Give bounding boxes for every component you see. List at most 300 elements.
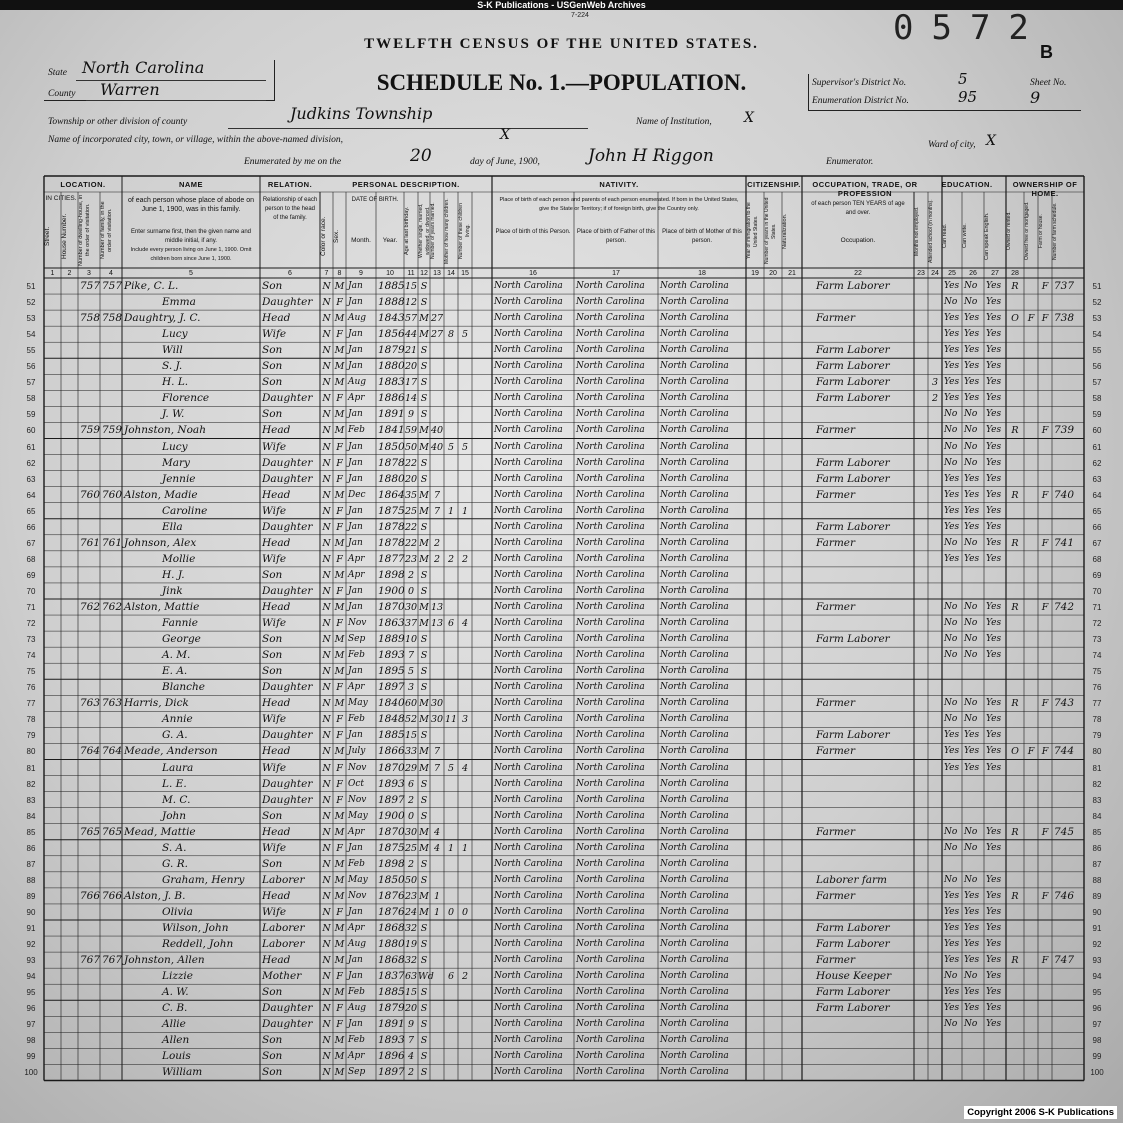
cell-en: Yes bbox=[986, 939, 1002, 950]
cell-occ bbox=[804, 295, 925, 310]
cell-li bbox=[458, 584, 472, 599]
cell-fs bbox=[1054, 359, 1083, 374]
column-number: 2 bbox=[67, 270, 72, 277]
cell-occ bbox=[804, 777, 925, 792]
cell-col: N bbox=[322, 489, 331, 501]
cell-col: N bbox=[322, 425, 331, 437]
enumerated-suffix: day of June, 1900, bbox=[470, 157, 540, 167]
cell-mo bbox=[444, 921, 458, 936]
cell-sc bbox=[928, 456, 942, 471]
cell-col: N bbox=[322, 682, 331, 694]
cell-fs: 738 bbox=[1054, 312, 1075, 325]
label-age: Age at last birthday. bbox=[404, 206, 410, 256]
line-number-right: 70 bbox=[1092, 586, 1102, 596]
cell-li bbox=[458, 1017, 472, 1032]
line-number-right: 83 bbox=[1092, 795, 1102, 805]
cell-fh bbox=[1038, 440, 1052, 455]
cell-fam bbox=[102, 728, 121, 743]
cell-mb: North Carolina bbox=[660, 634, 729, 645]
cell-rd bbox=[944, 664, 961, 679]
cell-mo bbox=[444, 825, 458, 840]
cell-rel: Wife bbox=[262, 552, 287, 565]
cell-mar: S bbox=[420, 810, 428, 822]
cell-dw bbox=[80, 1001, 99, 1016]
cell-dw bbox=[80, 504, 99, 519]
cell-own bbox=[1006, 1049, 1024, 1064]
cell-occ: Farm Laborer bbox=[816, 922, 890, 934]
cell-ff bbox=[1024, 616, 1038, 631]
cell-en bbox=[986, 568, 1005, 583]
cell-mar: Wd bbox=[418, 971, 434, 983]
label-births: Number of these children living. bbox=[458, 203, 471, 259]
cell-mon: Jan bbox=[348, 842, 363, 853]
cell-rel: Wife bbox=[262, 841, 287, 854]
cell-sex: M bbox=[334, 698, 345, 710]
cell-en: Yes bbox=[986, 650, 1002, 661]
cell-age: 29 bbox=[404, 762, 418, 774]
cell-dw bbox=[80, 905, 99, 920]
cell-ff bbox=[1024, 600, 1038, 615]
cell-ym bbox=[430, 295, 444, 310]
cell-li bbox=[458, 889, 472, 904]
cell-fs bbox=[1054, 761, 1083, 776]
cell-fb: North Carolina bbox=[576, 682, 645, 693]
cell-rel: Daughter bbox=[262, 729, 313, 742]
cell-mb: North Carolina bbox=[660, 553, 729, 564]
cell-mar: M bbox=[419, 842, 429, 854]
cell-mon: Apr bbox=[348, 569, 365, 580]
cell-fb: North Carolina bbox=[576, 1019, 645, 1030]
cell-rel: Son bbox=[262, 809, 283, 822]
cell-age: 7 bbox=[407, 1035, 415, 1047]
cell-sex: F bbox=[336, 762, 343, 774]
cell-ym: 27 bbox=[430, 313, 444, 325]
cell-name: Emma bbox=[162, 296, 196, 309]
line-number-left: 66 bbox=[26, 522, 36, 532]
cell-mar: M bbox=[419, 505, 429, 517]
cell-fam: 760 bbox=[102, 488, 123, 501]
cell-bp: North Carolina bbox=[494, 1019, 563, 1030]
cell-mar: M bbox=[419, 826, 429, 838]
cell-name: Pike, C. L. bbox=[124, 280, 179, 292]
line-number-right: 82 bbox=[1092, 779, 1102, 789]
cell-sex: M bbox=[334, 345, 345, 357]
cell-en: Yes bbox=[986, 313, 1002, 324]
cell-wr: Yes bbox=[964, 473, 980, 484]
line-number-right: 75 bbox=[1092, 667, 1102, 677]
cell-ff bbox=[1024, 279, 1038, 294]
cell-ff bbox=[1024, 1017, 1038, 1032]
cell-rd bbox=[944, 777, 961, 792]
cell-rd: Yes bbox=[944, 521, 960, 532]
cell-fam bbox=[102, 1017, 121, 1032]
cell-occ: Farm Laborer bbox=[816, 986, 890, 999]
cell-fb: North Carolina bbox=[576, 489, 645, 500]
cell-fs: 743 bbox=[1054, 697, 1075, 710]
cell-fam bbox=[102, 921, 121, 936]
cell-age: 33 bbox=[404, 746, 418, 758]
cell-ym: 30 bbox=[430, 698, 444, 710]
cell-en bbox=[986, 664, 1005, 679]
cell-ym bbox=[430, 985, 444, 1000]
cell-ym bbox=[430, 969, 444, 984]
cell-sc bbox=[928, 680, 942, 695]
column-number: 21 bbox=[788, 270, 796, 277]
cell-mon: May bbox=[348, 874, 368, 885]
cell-sex: M bbox=[334, 377, 345, 389]
cell-yr: 1880 bbox=[378, 938, 405, 951]
cell-fh bbox=[1038, 793, 1052, 808]
cell-wr: Yes bbox=[964, 955, 980, 966]
cell-ff bbox=[1024, 584, 1038, 599]
column-number: 22 bbox=[854, 270, 862, 277]
cell-rd: Yes bbox=[944, 762, 960, 773]
line-number-right: 54 bbox=[1092, 330, 1102, 340]
cell-own bbox=[1006, 375, 1024, 390]
cell-mon: Jan bbox=[348, 281, 363, 291]
cell-yr: 1878 bbox=[378, 520, 405, 533]
cell-occ: Farmer bbox=[816, 312, 856, 325]
cell-age: 44 bbox=[404, 329, 418, 341]
cell-mo bbox=[444, 536, 458, 551]
cell-col: N bbox=[322, 602, 331, 613]
cell-mar: M bbox=[419, 537, 429, 549]
cell-mo bbox=[444, 632, 458, 647]
cell-name: Florence bbox=[162, 392, 210, 405]
cell-wr bbox=[964, 809, 983, 824]
cell-fh: F bbox=[1041, 890, 1049, 902]
cell-dw bbox=[80, 728, 99, 743]
cell-name: Graham, Henry bbox=[162, 873, 245, 886]
line-number-right: 69 bbox=[1092, 570, 1102, 580]
cell-bp: North Carolina bbox=[494, 746, 563, 757]
cell-occ bbox=[804, 1049, 925, 1064]
cell-li bbox=[458, 728, 472, 743]
cell-fam bbox=[102, 375, 121, 390]
cell-mb: North Carolina bbox=[660, 329, 729, 340]
cell-rel: Daughter bbox=[262, 472, 313, 485]
line-number-right: 84 bbox=[1092, 811, 1102, 821]
label-relation-desc: Relationship of each person to the head of the family. bbox=[262, 197, 318, 221]
cell-name: Alston, J. B. bbox=[124, 889, 186, 902]
cell-name: A. W. bbox=[162, 986, 189, 999]
cell-occ: Farmer bbox=[816, 697, 856, 710]
cell-col: N bbox=[322, 441, 331, 453]
cell-occ: Farm Laborer bbox=[816, 456, 890, 469]
cell-age: 15 bbox=[404, 281, 418, 292]
cell-rel: Wife bbox=[262, 440, 287, 453]
cell-ff bbox=[1024, 905, 1038, 920]
cell-rel: Son bbox=[262, 344, 283, 357]
cell-rd bbox=[944, 584, 961, 599]
line-number-left: 57 bbox=[26, 378, 36, 388]
line-number-right: 59 bbox=[1092, 410, 1102, 420]
cell-dw bbox=[80, 440, 99, 455]
cell-rel: Son bbox=[262, 857, 283, 870]
cell-ff bbox=[1024, 1001, 1038, 1016]
cell-fs bbox=[1054, 552, 1083, 567]
line-number-left: 99 bbox=[26, 1052, 36, 1062]
cell-col: N bbox=[322, 569, 331, 581]
line-number-right: 80 bbox=[1092, 747, 1102, 757]
line-number-left: 91 bbox=[26, 924, 36, 933]
cell-age: 32 bbox=[404, 923, 418, 934]
cell-mon: Jan bbox=[348, 473, 363, 484]
cell-ym bbox=[430, 857, 444, 872]
cell-own bbox=[1006, 632, 1024, 647]
cell-fs bbox=[1054, 969, 1083, 984]
cell-sc bbox=[928, 825, 942, 840]
cell-name: Olivia bbox=[162, 905, 193, 918]
cell-fb: North Carolina bbox=[576, 329, 645, 340]
cell-age: 15 bbox=[404, 730, 418, 742]
cell-fam bbox=[102, 761, 121, 776]
ward-label: Ward of city, bbox=[928, 140, 976, 150]
cell-rd: Yes bbox=[944, 923, 960, 933]
cell-sc: 2 bbox=[931, 393, 939, 405]
cell-rd: No bbox=[944, 425, 958, 436]
cell-col: N bbox=[322, 778, 331, 790]
cell-rel: Son bbox=[262, 568, 283, 581]
cell-sex: M bbox=[334, 955, 345, 967]
cell-rel: Wife bbox=[262, 761, 287, 774]
line-number-left: 69 bbox=[26, 570, 36, 580]
cell-age: 59 bbox=[404, 425, 418, 437]
cell-fs bbox=[1054, 777, 1083, 792]
cell-rd: Yes bbox=[944, 505, 960, 516]
cell-own bbox=[1006, 857, 1024, 872]
cell-rd: Yes bbox=[944, 1003, 960, 1014]
line-number-right: 71 bbox=[1092, 603, 1102, 612]
group-header-ownership: OWNERSHIP OF HOME. bbox=[1012, 180, 1078, 198]
cell-occ: Farmer bbox=[816, 488, 856, 501]
cell-fb: North Carolina bbox=[576, 1035, 645, 1046]
cell-occ: Farm Laborer bbox=[816, 938, 890, 951]
cell-mo bbox=[444, 857, 458, 872]
cell-bp: North Carolina bbox=[494, 329, 563, 340]
cell-mb: North Carolina bbox=[660, 313, 729, 324]
cell-rd: Yes bbox=[944, 746, 960, 757]
column-number: 23 bbox=[917, 270, 925, 277]
cell-fb: North Carolina bbox=[576, 890, 645, 901]
line-number-right: 57 bbox=[1092, 378, 1102, 388]
cell-li: 1 bbox=[461, 505, 469, 517]
cell-ym bbox=[430, 391, 444, 406]
cell-fb: North Carolina bbox=[576, 714, 645, 725]
cell-name: H. J. bbox=[162, 568, 185, 581]
label-mother-of: Mother of how many children. bbox=[444, 198, 450, 264]
cell-bp: North Carolina bbox=[494, 602, 563, 612]
cell-occ: Farmer bbox=[816, 745, 856, 758]
line-number-right: 81 bbox=[1092, 763, 1102, 773]
cell-ym: 2 bbox=[433, 537, 441, 549]
cell-sex: M bbox=[334, 923, 345, 934]
cell-fb: North Carolina bbox=[576, 666, 645, 677]
cell-ff bbox=[1024, 761, 1038, 776]
cell-rel: Laborer bbox=[262, 938, 305, 951]
cell-rd: No bbox=[944, 650, 958, 661]
cell-fh: F bbox=[1041, 826, 1049, 838]
cell-yr: 1850 bbox=[378, 873, 405, 886]
cell-rel: Mother bbox=[262, 970, 302, 983]
cell-mar: M bbox=[419, 698, 429, 710]
cell-wr: No bbox=[964, 1019, 978, 1030]
cell-age: 20 bbox=[404, 361, 418, 373]
column-number: 6 bbox=[288, 270, 292, 277]
line-number-right: 55 bbox=[1092, 346, 1102, 356]
cell-mar: M bbox=[419, 602, 429, 613]
cell-en bbox=[986, 857, 1005, 872]
line-number-right: 99 bbox=[1092, 1052, 1102, 1062]
cell-col: N bbox=[322, 409, 331, 421]
line-number-left: 62 bbox=[26, 458, 36, 468]
cell-fh bbox=[1038, 504, 1052, 519]
cell-rel: Son bbox=[262, 1066, 283, 1079]
column-number: 9 bbox=[359, 270, 363, 277]
cell-own bbox=[1006, 295, 1024, 310]
cell-sex: F bbox=[336, 553, 343, 565]
line-number-left: 58 bbox=[26, 394, 36, 404]
cell-en: Yes bbox=[986, 345, 1002, 356]
cell-mon: Sep bbox=[348, 634, 366, 645]
column-number: 10 bbox=[386, 270, 394, 277]
line-number-left: 73 bbox=[26, 635, 36, 645]
cell-mb: North Carolina bbox=[660, 473, 729, 484]
line-number-right: 73 bbox=[1092, 635, 1102, 645]
line-number-left: 84 bbox=[26, 811, 36, 821]
cell-yr: 1893 bbox=[378, 649, 405, 662]
cell-sc bbox=[928, 921, 942, 936]
cell-sc bbox=[928, 696, 942, 711]
cell-rel: Daughter bbox=[262, 392, 313, 405]
cell-mo bbox=[444, 295, 458, 310]
cell-rd bbox=[944, 793, 961, 808]
cell-mon: Nov bbox=[348, 762, 367, 773]
cell-fb: North Carolina bbox=[576, 842, 645, 853]
cell-ff bbox=[1024, 889, 1038, 904]
cell-ff bbox=[1024, 712, 1038, 727]
cell-sex: F bbox=[336, 794, 343, 806]
cell-own: R bbox=[1011, 489, 1019, 501]
cell-ff bbox=[1024, 921, 1038, 936]
cell-ym bbox=[430, 520, 444, 535]
cell-col: N bbox=[322, 939, 331, 951]
cell-mo bbox=[444, 375, 458, 390]
cell-fam bbox=[102, 616, 121, 631]
cell-name: Annie bbox=[162, 713, 193, 726]
cell-fb: North Carolina bbox=[576, 778, 645, 789]
cell-fs bbox=[1054, 616, 1083, 631]
cell-en: Yes bbox=[986, 987, 1002, 998]
label-name-desc: of each person whose place of abode on June 1, 1900, was in this family. bbox=[127, 197, 255, 213]
cell-rel: Son bbox=[262, 1034, 283, 1047]
label-dwelling: Number of dwelling-house, in the order of visitation. bbox=[78, 194, 91, 266]
cell-dw bbox=[80, 680, 99, 695]
cell-ff bbox=[1024, 472, 1038, 487]
cell-occ bbox=[804, 407, 925, 422]
cell-col: N bbox=[322, 473, 331, 485]
label-farm-schedule: Number of farm schedule. bbox=[1052, 202, 1058, 260]
cell-name: Reddell, John bbox=[162, 938, 234, 951]
cell-rd bbox=[944, 1049, 961, 1064]
cell-col: N bbox=[322, 762, 331, 774]
cell-sc bbox=[928, 568, 942, 583]
cell-own bbox=[1006, 873, 1024, 888]
cell-sex: F bbox=[336, 730, 343, 742]
cell-dw: 757 bbox=[80, 280, 101, 292]
cell-dw bbox=[80, 391, 99, 406]
cell-name: Allie bbox=[162, 1018, 186, 1031]
cell-col: N bbox=[322, 313, 331, 325]
cell-age: 25 bbox=[404, 505, 418, 517]
cell-col: N bbox=[322, 634, 331, 646]
label-birth-person: Place of birth of this Person. bbox=[495, 229, 571, 235]
cell-mon: July bbox=[348, 746, 366, 757]
cell-mb: North Carolina bbox=[660, 778, 729, 789]
cell-fh bbox=[1038, 777, 1052, 792]
cell-col: N bbox=[322, 923, 331, 934]
cell-wr: Yes bbox=[964, 890, 980, 901]
cell-occ bbox=[804, 809, 925, 824]
cell-rd: No bbox=[944, 618, 958, 629]
column-number: 26 bbox=[969, 270, 977, 277]
cell-rel: Daughter bbox=[262, 793, 313, 806]
cell-sex: M bbox=[334, 1067, 345, 1079]
cell-ym: 2 bbox=[433, 553, 441, 565]
cell-name: Johnston, Allen bbox=[124, 954, 205, 967]
cell-fam bbox=[102, 440, 121, 455]
line-number-left: 87 bbox=[26, 859, 36, 869]
cell-rel: Son bbox=[262, 408, 283, 421]
cell-yr: 1900 bbox=[378, 584, 405, 597]
cell-mar: S bbox=[420, 1019, 428, 1031]
cell-fs bbox=[1054, 472, 1083, 487]
line-number-left: 72 bbox=[26, 619, 36, 629]
cell-li: 2 bbox=[461, 971, 469, 983]
cell-dw bbox=[80, 841, 99, 856]
cell-fam bbox=[102, 857, 121, 872]
cell-sc bbox=[928, 423, 942, 438]
cell-col: N bbox=[322, 1035, 331, 1047]
cell-mb: North Carolina bbox=[660, 1035, 729, 1046]
cell-fh bbox=[1038, 375, 1052, 390]
cell-mo: 5 bbox=[447, 762, 455, 774]
cell-mon: Jan bbox=[348, 906, 363, 917]
column-number: 25 bbox=[948, 270, 956, 277]
cell-sc bbox=[928, 809, 942, 824]
cell-fh bbox=[1038, 873, 1052, 888]
cell-col: N bbox=[322, 521, 331, 533]
cell-age: 5 bbox=[407, 666, 415, 678]
cell-rel: Son bbox=[262, 376, 283, 389]
cell-mon: Jan bbox=[348, 537, 363, 548]
cell-fam bbox=[102, 295, 121, 310]
cell-en: Yes bbox=[986, 297, 1002, 308]
cell-en: Yes bbox=[986, 826, 1002, 837]
cell-mo bbox=[444, 359, 458, 374]
cell-rel: Son bbox=[262, 360, 283, 373]
label-attended-school: Attended school (in months). bbox=[928, 199, 934, 263]
label-marital: Whether single, married, widowed, or divorced. bbox=[418, 203, 431, 259]
line-number-left: 85 bbox=[26, 827, 36, 837]
cell-yr: 1888 bbox=[378, 296, 405, 309]
cell-mon: Jan bbox=[348, 457, 363, 468]
cell-occ bbox=[804, 616, 925, 631]
cell-sex: M bbox=[334, 874, 345, 886]
cell-fam: 757 bbox=[102, 280, 123, 292]
cell-own bbox=[1006, 841, 1024, 856]
cell-own: R bbox=[1011, 698, 1019, 710]
